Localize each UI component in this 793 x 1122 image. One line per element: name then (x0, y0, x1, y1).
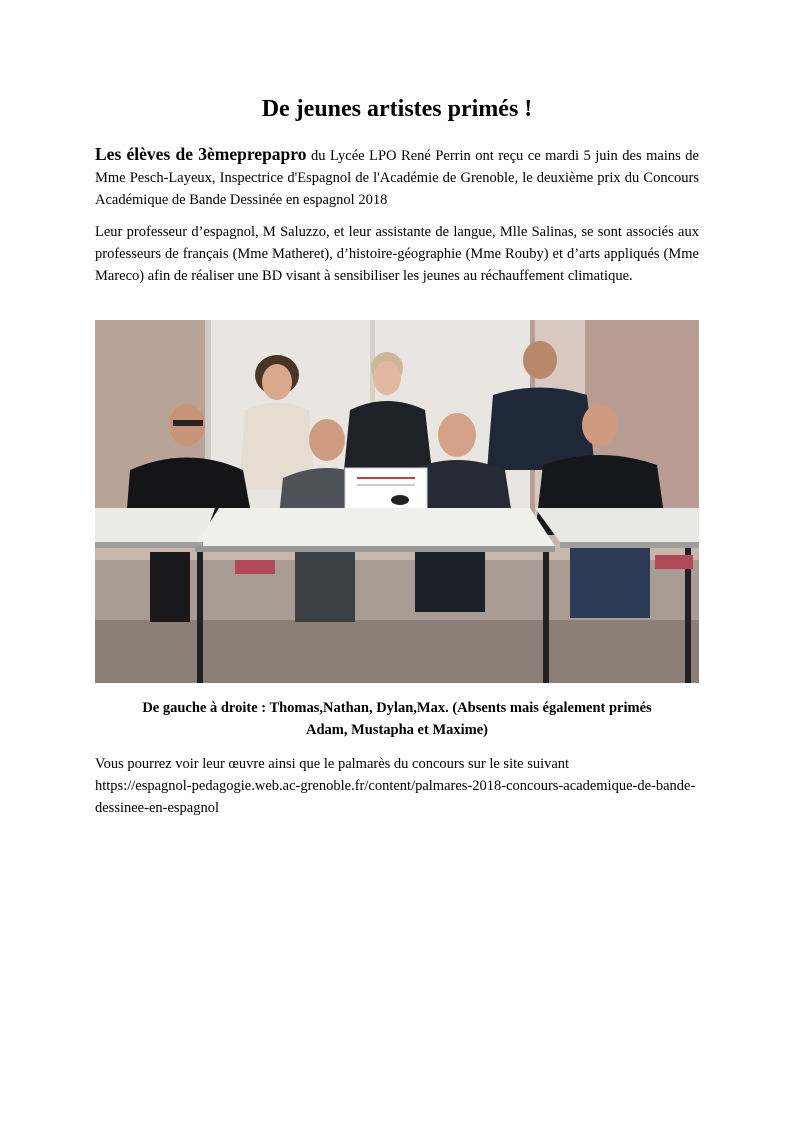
article-title: De jeunes artistes primés ! (261, 96, 533, 122)
closing-text: Vous pourrez voir leur œuvre ainsi que le palmarès du concours sur le site suivant (95, 756, 570, 772)
intro-paragraph (95, 143, 699, 211)
caption-line-2: Adam, Mustapha et Maxime) (305, 722, 489, 738)
intro-rest: du Lycée LPO René Perrin ont reçu ce mardi 5 juin des mains de Mme Pesch-Layeux, Inspectrice d'Espagnol de l'Académie de Grenoble, le deuxième prix du Concours Académique de Bande Dessinée en espagnol 2018 (95, 148, 699, 208)
contest-link[interactable]: https://espagnol-pedagogie.web.ac-grenoble.fr/content/palmares-2018-concours-academique-de-bande-dessinee-en-espagnol (95, 778, 696, 816)
photo-caption (95, 697, 699, 741)
caption-line-1: De gauche à droite : Thomas,Nathan, Dylan,Max. (Absents mais également primés (142, 700, 652, 716)
group-photo (95, 320, 699, 683)
intro-lead: Les élèves de 3èmeprepapro (95, 144, 307, 164)
closing-paragraph (95, 753, 699, 819)
body-paragraph: Leur professeur d’espagnol, M Saluzzo, et leur assistante de langue, Mlle Salinas, se sont associés aux professeurs de français (Mme Matheret), d’histoire-géographie (Mme Rouby) et d’arts appliqués (Mme Mareco) afin de réaliser une BD visant à sensibiliser les jeunes au réchauffement climatique. (95, 224, 699, 284)
